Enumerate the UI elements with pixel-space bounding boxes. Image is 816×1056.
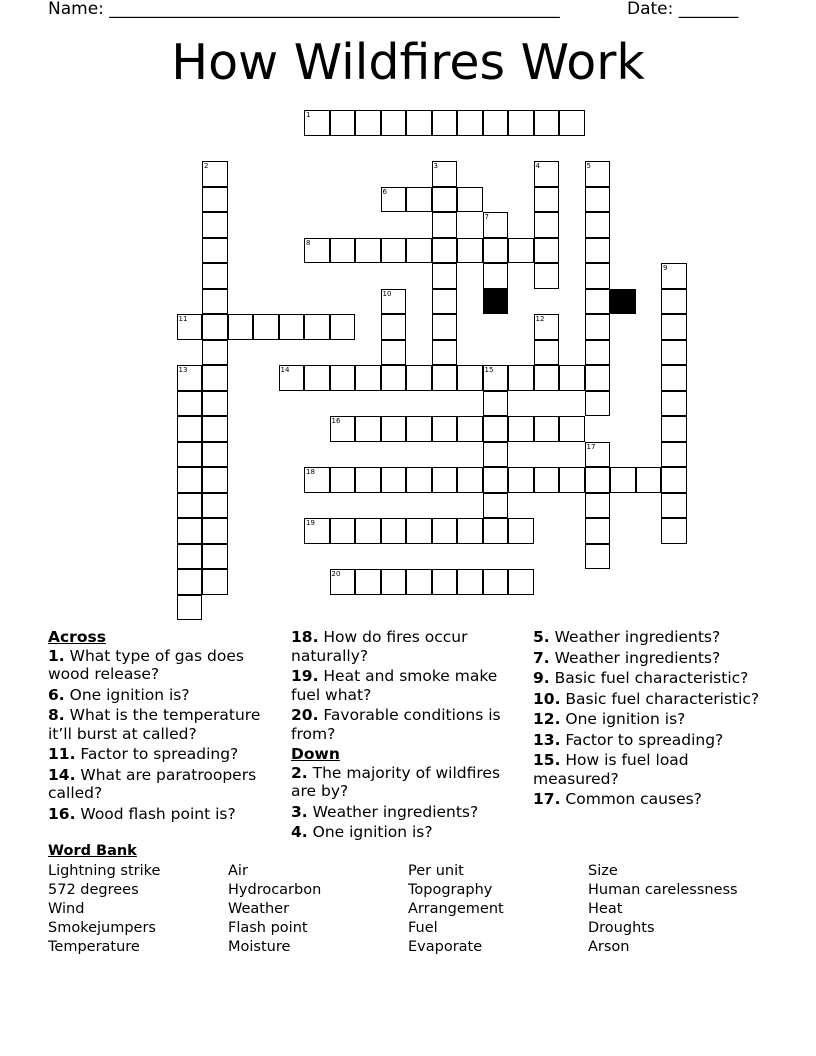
word-bank-column (408, 862, 504, 957)
clue-num: 5. (533, 628, 550, 646)
grid-cell[interactable] (177, 365, 203, 391)
grid-cell[interactable] (585, 340, 611, 366)
grid-cell[interactable] (483, 212, 509, 238)
word-bank-column (588, 862, 738, 957)
grid-cell[interactable] (253, 314, 279, 340)
clues-col-2 (291, 628, 521, 844)
grid-cell[interactable] (534, 263, 560, 289)
word-bank-item: Topography (408, 882, 493, 898)
grid-cell[interactable] (304, 238, 330, 264)
grid-cell[interactable] (508, 365, 534, 391)
grid-cell[interactable] (483, 569, 509, 595)
grid-cell[interactable] (457, 365, 483, 391)
grid-cell[interactable] (585, 314, 611, 340)
grid-cell[interactable] (177, 493, 203, 519)
down-clue (291, 823, 521, 842)
clue-text: Heat and smoke make fuel what? (291, 667, 498, 704)
clue-num: 8. (48, 706, 65, 724)
grid-cell[interactable] (585, 493, 611, 519)
grid-cell[interactable] (330, 518, 356, 544)
grid-block (610, 289, 636, 315)
clue-text: Factor to spreading? (565, 730, 724, 749)
date-line: _______ (678, 0, 739, 19)
clue-number: 14 (280, 366, 290, 374)
grid-cell[interactable] (534, 416, 560, 442)
grid-cell[interactable] (585, 289, 611, 315)
down-clue (291, 803, 521, 822)
grid-cell[interactable] (483, 467, 509, 493)
down-clue (533, 731, 773, 750)
grid-cell[interactable] (432, 467, 458, 493)
grid-cell[interactable] (355, 238, 381, 264)
grid-cell[interactable] (202, 493, 228, 519)
grid-cell[interactable] (534, 340, 560, 366)
grid-cell[interactable] (585, 544, 611, 570)
grid-cell[interactable] (304, 110, 330, 136)
grid-cell[interactable] (432, 569, 458, 595)
grid-cell[interactable] (228, 314, 254, 340)
grid-cell[interactable] (432, 365, 458, 391)
clue-number: 5 (586, 162, 591, 170)
word-bank-column (228, 862, 321, 957)
grid-cell[interactable] (202, 544, 228, 570)
clue-num: 10. (533, 689, 561, 708)
clue-text: What type of gas does wood release? (48, 646, 244, 683)
down-clue (533, 669, 773, 688)
clue-num: 17. (533, 790, 561, 808)
grid-cell[interactable] (661, 518, 687, 544)
clue-num: 18. (291, 628, 319, 646)
clue-num: 7. (533, 648, 550, 667)
down-clue (533, 710, 773, 729)
down-clue (533, 690, 773, 709)
grid-cell[interactable] (508, 238, 534, 264)
grid-cell[interactable] (508, 110, 534, 136)
grid-cell[interactable] (177, 314, 203, 340)
across-clue (48, 647, 278, 684)
word-bank-item: Moisture (228, 939, 291, 955)
grid-cell[interactable] (661, 365, 687, 391)
grid-cell[interactable] (457, 238, 483, 264)
word-bank-column (48, 862, 160, 957)
grid-cell[interactable] (355, 365, 381, 391)
grid-cell[interactable] (304, 518, 330, 544)
grid-cell[interactable] (483, 416, 509, 442)
grid-cell[interactable] (636, 467, 662, 493)
grid-cell[interactable] (661, 263, 687, 289)
grid-cell[interactable] (177, 416, 203, 442)
clue-num: 3. (291, 802, 308, 821)
grid-cell[interactable] (432, 340, 458, 366)
grid-cell[interactable] (559, 110, 585, 136)
across-clue (291, 628, 521, 665)
grid-cell[interactable] (483, 518, 509, 544)
grid-cell[interactable] (585, 263, 611, 289)
clue-number: 2 (204, 162, 209, 170)
grid-cell[interactable] (406, 569, 432, 595)
grid-cell[interactable] (457, 569, 483, 595)
clue-num: 6. (48, 685, 65, 704)
grid-cell[interactable] (330, 238, 356, 264)
grid-cell[interactable] (483, 238, 509, 264)
clue-text: Common causes? (565, 790, 702, 808)
grid-cell[interactable] (330, 365, 356, 391)
grid-cell[interactable] (432, 238, 458, 264)
grid-cell[interactable] (304, 467, 330, 493)
grid-cell[interactable] (585, 187, 611, 213)
grid-cell[interactable] (432, 161, 458, 187)
grid-cell[interactable] (304, 314, 330, 340)
grid-cell[interactable] (202, 365, 228, 391)
grid-cell[interactable] (202, 391, 228, 417)
grid-cell[interactable] (381, 110, 407, 136)
word-bank-item: Per unit (408, 863, 464, 879)
word-bank-item: Size (588, 863, 618, 879)
grid-cell[interactable] (432, 110, 458, 136)
grid-cell[interactable] (534, 238, 560, 264)
clue-num: 16. (48, 804, 76, 823)
grid-cell[interactable] (457, 110, 483, 136)
grid-cell[interactable] (534, 365, 560, 391)
grid-cell[interactable] (534, 161, 560, 187)
word-bank-item: Fuel (408, 920, 438, 936)
clue-text: One ignition is? (565, 710, 686, 728)
page-title: How Wildfires Work (171, 34, 645, 91)
clue-text: What are paratroopers called? (48, 765, 257, 802)
word-bank-item: Weather (228, 901, 290, 917)
clue-number: 1 (306, 111, 311, 119)
clue-num: 14. (48, 765, 76, 784)
name-label: Name: (48, 0, 110, 19)
grid-cell[interactable] (534, 467, 560, 493)
grid-cell[interactable] (202, 569, 228, 595)
grid-cell[interactable] (381, 518, 407, 544)
clue-num: 4. (291, 823, 308, 841)
grid-cell[interactable] (202, 467, 228, 493)
grid-cell[interactable] (177, 518, 203, 544)
word-bank-item: Temperature (48, 939, 140, 955)
grid-cell[interactable] (661, 340, 687, 366)
grid-cell[interactable] (330, 569, 356, 595)
grid-cell[interactable] (202, 238, 228, 264)
grid-cell[interactable] (483, 442, 509, 468)
word-bank-item: Flash point (228, 920, 308, 936)
grid-cell[interactable] (202, 187, 228, 213)
grid-cell[interactable] (202, 314, 228, 340)
clue-text: Favorable conditions is from? (291, 706, 501, 743)
across-clue (48, 805, 278, 824)
clue-text: Factor to spreading? (80, 745, 239, 763)
grid-cell[interactable] (330, 110, 356, 136)
grid-cell[interactable] (406, 518, 432, 544)
grid-cell[interactable] (355, 416, 381, 442)
grid-cell[interactable] (661, 391, 687, 417)
grid-cell[interactable] (304, 365, 330, 391)
grid-cell[interactable] (585, 391, 611, 417)
grid-cell[interactable] (432, 212, 458, 238)
grid-cell[interactable] (406, 238, 432, 264)
clue-num: 15. (533, 751, 561, 769)
clue-number: 12 (535, 315, 545, 323)
grid-cell[interactable] (330, 314, 356, 340)
clue-number: 19 (306, 519, 315, 527)
word-bank-title: Word Bank (48, 843, 137, 859)
down-heading: Down (291, 745, 340, 763)
word-bank-item: Smokejumpers (48, 920, 156, 936)
grid-cell[interactable] (406, 467, 432, 493)
across-clue (48, 745, 278, 764)
across-clue (291, 706, 521, 743)
word-bank-item: Evaporate (408, 939, 483, 955)
grid-cell[interactable] (406, 187, 432, 213)
clue-text: What is the temperature it’ll burst at called? (48, 706, 261, 743)
grid-cell[interactable] (381, 340, 407, 366)
grid-cell[interactable] (508, 518, 534, 544)
word-bank-item: Wind (48, 901, 85, 917)
grid-cell[interactable] (559, 416, 585, 442)
grid-cell[interactable] (508, 467, 534, 493)
clue-num: 1. (48, 646, 65, 665)
grid-cell[interactable] (585, 212, 611, 238)
clue-text: Basic fuel characteristic? (565, 689, 760, 708)
clue-num: 13. (533, 730, 561, 749)
grid-cell[interactable] (177, 467, 203, 493)
grid-cell[interactable] (202, 518, 228, 544)
grid-cell[interactable] (483, 391, 509, 417)
grid-cell[interactable] (177, 595, 203, 621)
grid-cell[interactable] (406, 110, 432, 136)
down-clue (533, 751, 773, 788)
clue-number: 18 (306, 468, 315, 476)
grid-cell[interactable] (432, 518, 458, 544)
grid-cell[interactable] (202, 263, 228, 289)
across-heading: Across (48, 628, 106, 646)
word-bank-item: 572 degrees (48, 882, 139, 898)
grid-block (483, 289, 509, 315)
across-clue (48, 706, 278, 743)
grid-cell[interactable] (432, 314, 458, 340)
word-bank-item: Human carelessness (588, 882, 738, 898)
grid-cell[interactable] (381, 416, 407, 442)
word-bank-item: Lightning strike (48, 863, 161, 879)
grid-cell[interactable] (534, 212, 560, 238)
grid-cell[interactable] (202, 212, 228, 238)
grid-cell[interactable] (202, 289, 228, 315)
grid-cell[interactable] (355, 110, 381, 136)
across-clue (291, 667, 521, 704)
grid-cell[interactable] (483, 263, 509, 289)
grid-cell[interactable] (355, 569, 381, 595)
grid-cell[interactable] (330, 467, 356, 493)
grid-cell[interactable] (610, 467, 636, 493)
grid-cell[interactable] (406, 365, 432, 391)
clue-text: How do fires occur naturally? (291, 628, 468, 665)
clue-text: Weather ingredients? (554, 648, 721, 667)
grid-cell[interactable] (406, 416, 432, 442)
clue-num: 9. (533, 669, 550, 687)
grid-cell[interactable] (457, 518, 483, 544)
down-clue (291, 764, 521, 801)
grid-cell[interactable] (457, 416, 483, 442)
word-bank-item: Heat (588, 901, 623, 917)
grid-cell[interactable] (559, 467, 585, 493)
clue-text: One ignition is? (312, 823, 433, 841)
grid-cell[interactable] (202, 442, 228, 468)
clue-number: 6 (382, 187, 387, 196)
clue-text: The majority of wildfires are by? (291, 763, 501, 800)
grid-cell[interactable] (381, 187, 407, 213)
grid-cell[interactable] (432, 187, 458, 213)
clue-number: 3 (433, 162, 438, 170)
down-clue (533, 790, 773, 809)
grid-cell[interactable] (202, 340, 228, 366)
grid-cell[interactable] (355, 467, 381, 493)
word-bank-item: Droughts (588, 920, 655, 936)
grid-cell[interactable] (534, 314, 560, 340)
grid-cell[interactable] (330, 416, 356, 442)
grid-cell[interactable] (381, 569, 407, 595)
grid-cell[interactable] (661, 314, 687, 340)
clue-number: 16 (331, 417, 341, 425)
grid-cell[interactable] (585, 161, 611, 187)
clue-number: 13 (178, 366, 188, 374)
grid-cell[interactable] (483, 493, 509, 519)
grid-cell[interactable] (177, 544, 203, 570)
clue-num: 19. (291, 667, 319, 685)
grid-cell[interactable] (279, 314, 305, 340)
clue-text: One ignition is? (69, 685, 190, 704)
grid-cell[interactable] (381, 467, 407, 493)
clue-text: Basic fuel characteristic? (554, 669, 749, 687)
clue-text: Weather ingredients? (312, 802, 479, 821)
word-bank-item: Arson (588, 939, 630, 955)
date-label: Date: (627, 0, 679, 19)
clue-num: 12. (533, 710, 561, 728)
name-line: _____________________________________________________ (109, 0, 560, 19)
word-bank-item: Air (228, 863, 248, 879)
clue-number: 8 (306, 238, 311, 247)
grid-cell[interactable] (483, 365, 509, 391)
clue-number: 7 (484, 213, 489, 221)
grid-cell[interactable] (585, 467, 611, 493)
grid-cell[interactable] (177, 569, 203, 595)
word-bank-item: Hydrocarbon (228, 882, 322, 898)
word-bank-item: Arrangement (408, 901, 504, 917)
clues-col-3 (533, 628, 773, 811)
grid-cell[interactable] (279, 365, 305, 391)
grid-cell[interactable] (177, 442, 203, 468)
grid-cell[interactable] (661, 289, 687, 315)
grid-cell[interactable] (508, 569, 534, 595)
clue-number: 15 (484, 366, 494, 374)
grid-cell[interactable] (355, 518, 381, 544)
clue-text: Weather ingredients? (554, 628, 721, 646)
clues-col-1 (48, 628, 278, 825)
clue-text: How is fuel load measured? (533, 751, 689, 788)
grid-cell[interactable] (661, 467, 687, 493)
clue-number: 20 (331, 570, 341, 578)
clue-num: 2. (291, 763, 308, 782)
grid-cell[interactable] (483, 110, 509, 136)
grid-cell[interactable] (585, 365, 611, 391)
grid-cell[interactable] (661, 493, 687, 519)
grid-cell[interactable] (457, 187, 483, 213)
clue-number: 4 (535, 162, 540, 170)
grid-cell[interactable] (585, 238, 611, 264)
grid-cell[interactable] (534, 187, 560, 213)
grid-cell[interactable] (432, 416, 458, 442)
grid-cell[interactable] (457, 467, 483, 493)
down-clue (533, 649, 773, 668)
grid-cell[interactable] (381, 289, 407, 315)
clue-number: 17 (586, 442, 596, 451)
grid-cell[interactable] (661, 442, 687, 468)
grid-cell[interactable] (534, 110, 560, 136)
clue-number: 10 (382, 289, 392, 298)
grid-cell[interactable] (432, 289, 458, 315)
grid-cell[interactable] (585, 442, 611, 468)
clue-number: 11 (178, 315, 188, 323)
grid-cell[interactable] (508, 416, 534, 442)
down-clue (533, 628, 773, 647)
clue-number: 9 (663, 264, 668, 272)
grid-cell[interactable] (381, 365, 407, 391)
grid-cell[interactable] (381, 238, 407, 264)
grid-cell[interactable] (661, 416, 687, 442)
grid-cell[interactable] (202, 416, 228, 442)
grid-cell[interactable] (381, 314, 407, 340)
grid-cell[interactable] (559, 365, 585, 391)
clue-num: 20. (291, 706, 319, 724)
grid-cell[interactable] (585, 518, 611, 544)
grid-cell[interactable] (202, 161, 228, 187)
clue-num: 11. (48, 745, 76, 763)
grid-cell[interactable] (177, 391, 203, 417)
across-clue (48, 766, 278, 803)
across-clue (48, 686, 278, 705)
grid-cell[interactable] (432, 263, 458, 289)
clue-text: Wood flash point is? (80, 804, 236, 823)
